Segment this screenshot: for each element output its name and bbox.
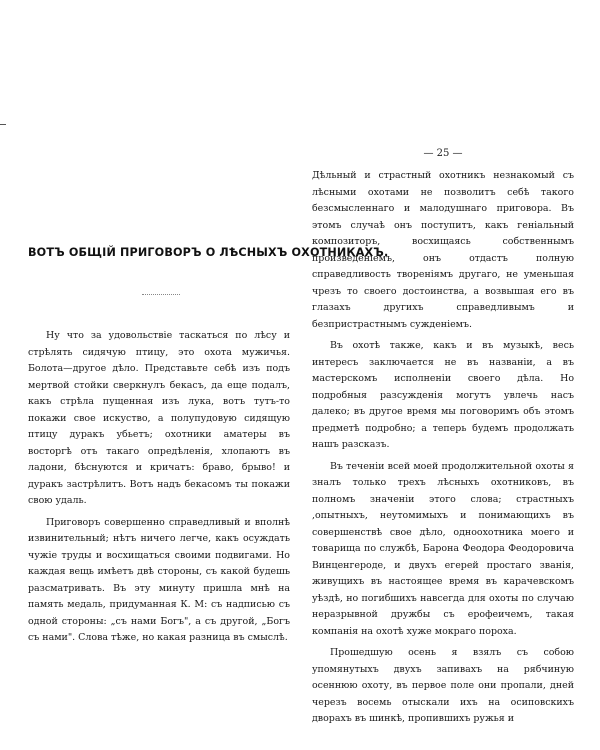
paragraph: Дѣльный и страстный охотникъ незнакомый съ лѣсными охотами не позволитъ себѣ такого безсмысленнаго и малодушнаго приговора. Въ этомъ случаѣ онъ поступитъ, какъ геніальный композиторъ, восхищаясь собственнымъ произведеніемъ, онъ отдастъ полную справедливость твореніямъ другаго, не уменьшая чрезъ то своего достоинства, а возвышая его въ глазахъ другихъ справедливымъ и безпристрастнымъ сужденіемъ. — [312, 170, 574, 330]
left-page — [28, 0, 389, 750]
right-page — [312, 0, 574, 750]
left-page-text — [28, 328, 290, 647]
heading-ornament — [142, 294, 180, 295]
paragraph: Въ охотѣ также, какъ и въ музыкѣ, весь интересъ заключается не въ названіи, а въ мастерскомъ исполненіи своего дѣла. Но подробныя разсужденія могутъ увлечь насъ далеко; въ другое время мы поговоримъ объ этомъ предметѣ подробно; а теперь будемъ продолжать нашъ разсказъ. — [312, 340, 574, 450]
paragraph: Прошедшую осень я взялъ съ собою упомянутыхъ двухъ запивахъ на рябчиную осеннюю охоту, въ первое поле они пропали, дней черезъ восемь отыскали ихъ на осиповскихъ дворахъ въ шинкѣ, пропившихъ ружья и — [312, 647, 574, 724]
page-number: — 25 — — [423, 148, 463, 159]
paragraph: Въ теченіи всей моей продолжительной охоты я зналъ только трехъ лѣсныхъ охотниковъ, въ полномъ значеніи этого слова; страстныхъ ,опытныхъ, неутомимыхъ и понимающихъ въ совершенствѣ свое дѣло, одноохотника моего и товарища по службѣ, Барона Феодора Феодоровича Винценгероде, и двухъ егерей простаго званія, живущихъ въ настоящее время въ карачевскомъ уѣздѣ, но погибшихъ навсегда для охоты по случаю неразрывной дружбы съ ерофеичемъ, такая компанія на охотѣ хуже мокраго пороха. — [312, 460, 574, 637]
page-edge-mark — [0, 124, 6, 125]
chapter-heading: ВОТЪ ОБЩІЙ ПРИГОВОРЪ О ЛѢСНЫХЪ ОХОТНИКАХЪ. — [28, 246, 389, 259]
right-page-text — [312, 168, 574, 728]
paragraph: Ну что за удовольствіе таскаться по лѣсу и стрѣлять сидячую птицу, это охота мужичья. Болота—другое дѣло. Представьте себѣ изъ подъ мертвой стойки сверкнулъ бекасъ, да еще подалъ, какъ стрѣла пущенная изъ лука, вотъ тутъ-то покажи свое искуство, а полупудовую сидящую птицу дуракъ убьетъ; охотники аматеры въ восторгѣ отъ такаго опредѣленія, хлопаютъ въ ладони, бѣснуются и кричатъ: браво, брыво! и дуракъ застрѣлитъ. Вотъ надъ бекасомъ ты покажи свою удаль. — [28, 330, 290, 506]
paragraph: Приговоръ совершенно справедливый и вполнѣ извинительный; нѣтъ ничего легче, какъ осуждать чужіе труды и восхищаться своими подвигами. Но каждая вещь имѣетъ двѣ стороны, съ какой будешь разсматривать. Въ эту минуту пришла мнѣ на память медаль, придуманная К. М: съ надписью съ одной стороны: „съ нами Богъ", а съ другой, „Богъ съ нами". Слова тѣже, но какая разница въ смыслѣ. — [28, 516, 290, 643]
